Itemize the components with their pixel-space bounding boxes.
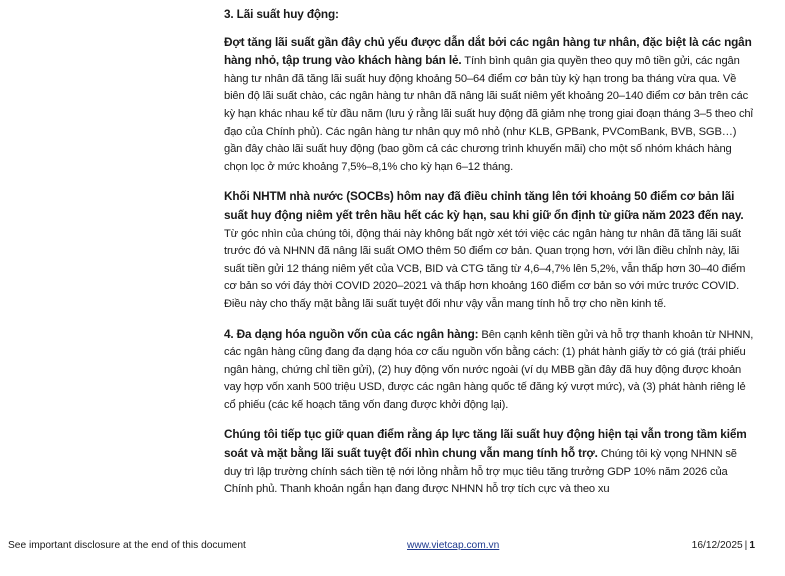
- paragraph-body: Chúng tôi kỳ vọng NHNN sẽ duy trì lập trường chính sách tiền tệ nới lỏng nhằm hỗ trợ mục tiêu tăng trưởng GDP 10% năm 2026 của Chính phủ. Thanh khoản ngắn hạn đang được NHNN hỗ trợ tích cực và theo xu: [224, 448, 737, 496]
- paragraph-socbs: [224, 188, 754, 313]
- paragraph-lead-bold: Chúng tôi tiếp tục giữ quan điểm rằng áp lực tăng lãi suất huy động hiện tại vẫn trong tầm kiểm soát và mặt bằng lãi suất tuyệt đối nhìn chung vẫn mang tính hỗ trợ.: [224, 427, 747, 461]
- page-number: 1: [749, 540, 755, 551]
- paragraph-outlook: [224, 426, 754, 498]
- footer-website-link[interactable]: www.vietcap.com.vn: [407, 540, 500, 551]
- page-footer: [0, 540, 785, 558]
- paragraph-funding-diversification: [224, 326, 754, 415]
- paragraph-body: Tính bình quân gia quyền theo quy mô tiền gửi, các ngân hàng tư nhân đã tăng lãi suất huy động khoảng 50–64 điểm cơ bản tùy kỳ hạn trong ba tháng vừa qua. Về biên độ lãi suất chào, các ngân hàng tư nhân đã nâng lãi suất niêm yết khoảng 20–140 điểm cơ bản trên các kỳ hạn khác nhau kể từ đầu năm (lưu ý rằng lãi suất huy động đã giảm nhẹ trong giai đoạn tháng 3–5 theo chỉ đạo của Chính phủ). Các ngân hàng tư nhân quy mô nhỏ (như KLB, GPBank, PVComBank, BVB, SGB…) gần đây chào lãi suất huy động (bao gồm cả các chương trình khuyến mãi) cho một số nhóm khách hàng chọn lọc ở mức khoảng 7,5%–8,1% cho kỳ hạn 6–12 tháng.: [224, 55, 753, 173]
- paragraph-private-banks: [224, 34, 754, 177]
- footer-disclosure: See important disclosure at the end of this document: [8, 540, 246, 551]
- paragraph-body: Bên cạnh kênh tiền gửi và hỗ trợ thanh khoản từ NHNN, các ngân hàng cũng đang đa dạng hóa cơ cấu nguồn vốn bằng cách: (1) phát hành giấy tờ có giá (trái phiếu ngân hàng, chứng chỉ tiền gửi), (2) huy động vốn nước ngoài (ví dụ MBB gần đây đã huy động được khoản vay hợp vốn xanh 500 triệu USD, được các ngân hàng quốc tế đăng ký vượt mức), và (3) phát hành riêng lẻ cổ phiếu (các kế hoạch tăng vốn đang được khởi động lại).: [224, 328, 754, 411]
- paragraph-lead-bold: Đợt tăng lãi suất gần đây chủ yếu được dẫn dắt bởi các ngân hàng tư nhân, đặc biệt là các ngân hàng nhỏ, tập trung vào khách hàng bán lẻ.: [224, 34, 752, 68]
- footer-date-page: [692, 540, 755, 551]
- paragraph-lead-bold: Khối NHTM nhà nước (SOCBs) hôm nay đã điều chỉnh tăng lên tới khoảng 50 điểm cơ bản lãi suất huy động niêm yết trên hầu hết các kỳ hạn, sau khi giữ ổn định từ giữa năm 2023 đến nay.: [224, 189, 744, 222]
- footer-date: 16/12/2025: [691, 540, 743, 551]
- section-4-heading: 4. Đa dạng hóa nguồn vốn của các ngân hàng:: [224, 326, 479, 341]
- paragraph-body: Từ góc nhìn của chúng tôi, động thái này không bất ngờ xét tới việc các ngân hàng tư nhân đã tăng lãi suất trước đó và NHNN đã nâng lãi suất OMO thêm 50 điểm cơ bản. Quan trọng hơn, với lần điều chỉnh này, lãi suất tiền gửi 12 tháng niêm yết của VCB, BID và CTG tăng từ 4,6–4,7% lên 5,2%, vẫn thấp hơn 30–40 điểm cơ bản so với đáy thời COVID 2020–2021 và thấp hơn khoảng 160 điểm cơ bản so với mức trước COVID. Điều này cho thấy mặt bằng lãi suất tuyệt đối như vậy vẫn mang tính hỗ trợ cho nền kinh tế.: [224, 227, 746, 310]
- footer-separator: |: [744, 540, 748, 551]
- document-body: [224, 6, 754, 511]
- section-3-heading: 3. Lãi suất huy động:: [224, 7, 339, 21]
